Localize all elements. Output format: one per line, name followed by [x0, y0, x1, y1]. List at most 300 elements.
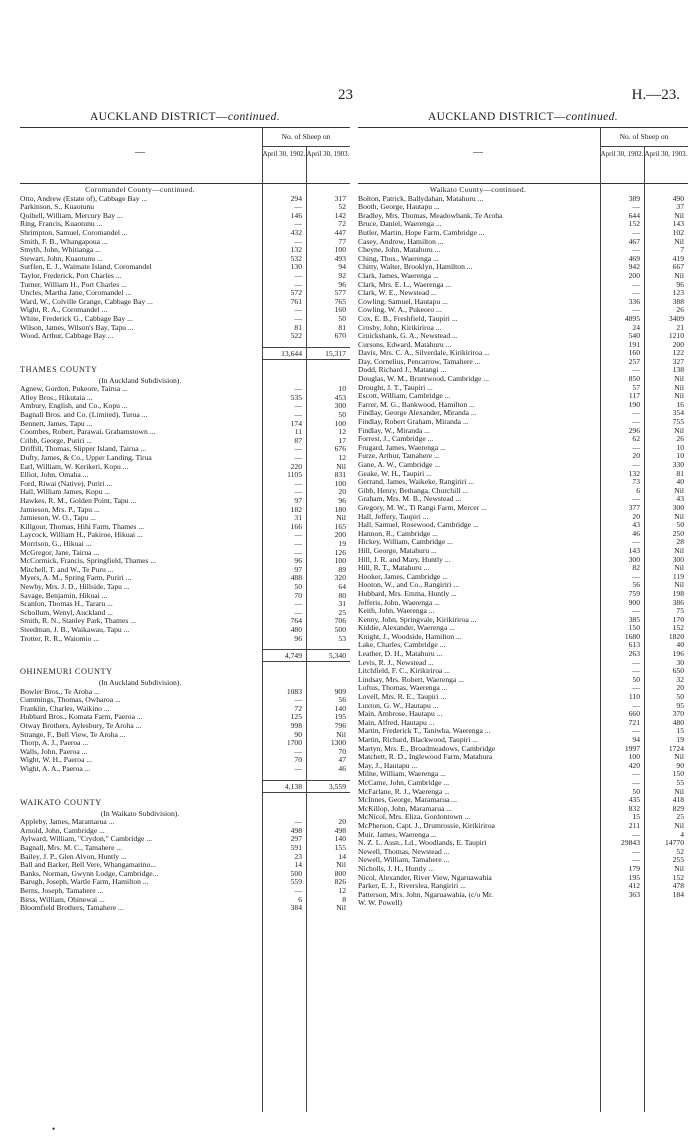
owner-name: McFarlane, R. J., Waerenga ...	[358, 787, 450, 796]
owner-name: Martin, Richard, Blackwood, Taupiri ...	[358, 736, 478, 744]
sheep-1902: 110	[628, 692, 640, 702]
district-title: AUCKLAND DISTRICT—continued.	[89, 111, 281, 123]
sheep-1902: 14	[294, 860, 302, 870]
sheep-1903: Nil	[674, 545, 684, 555]
sheep-1902: 6	[298, 894, 302, 904]
sheep-1903: 32	[676, 674, 684, 684]
sheep-1903: 8	[342, 894, 346, 904]
sheep-1902: 73	[632, 477, 640, 487]
sheep-1903: 26	[676, 305, 684, 315]
sheep-1903: 21	[676, 322, 684, 332]
sheep-1903: 52	[338, 202, 346, 212]
sheep-1902: 761	[290, 296, 302, 306]
owner-name: (In Waikato Subdivision).	[100, 809, 180, 818]
sheep-1903: Nil	[674, 236, 684, 246]
sheep-1902: 296	[628, 425, 640, 435]
sheep-1902: 96	[294, 556, 302, 566]
owner-name: McCormick, Francis, Springfield, Thames ...	[20, 557, 157, 566]
sheep-1902: 50	[294, 581, 302, 591]
sheep-1903: 96	[676, 279, 684, 289]
sheep-1903: 15	[676, 726, 684, 736]
sheep-1902: 152	[628, 219, 640, 229]
page-mark: •	[52, 1124, 56, 1134]
sheep-1902: 1680	[624, 631, 640, 641]
sheep-1902: 522	[290, 331, 302, 341]
sheep-1903: 1210	[668, 331, 684, 341]
sheep-1903: 12	[338, 427, 346, 437]
sheep-1902: 125	[290, 712, 302, 722]
owner-name: McKillop, John, Maramarua ...	[358, 804, 453, 813]
sheep-1903: 75	[676, 606, 684, 616]
owner-name: Wilson, James, Wilson's Bay, Tapu ...	[20, 323, 134, 332]
sheep-1903: 826	[334, 877, 346, 887]
owner-name: Otto, Andrew (Estate of), Cabbage Bay ...	[20, 194, 148, 203]
owner-name: Cheyne, John, Matahuru ...	[358, 246, 441, 255]
sheep-1902: 1105	[287, 470, 302, 480]
sheep-1902: 294	[290, 193, 302, 203]
owner-name: Loftus, Thomas, Waerenga ...	[358, 684, 448, 693]
sheep-1902: —	[294, 401, 302, 411]
owner-name: Hickey, William, Cambridge ...	[358, 538, 453, 547]
sheep-1902: 644	[628, 210, 640, 220]
sheep-1903: 96	[338, 279, 346, 289]
owner-name: Banks, Norman, Gwynn Lodge, Cambridge...	[20, 869, 159, 878]
sheep-1902: —	[632, 683, 640, 693]
sheep-1902: —	[632, 202, 640, 212]
sheep-1902: —	[632, 855, 640, 865]
table-row	[20, 904, 350, 913]
sheep-1903: 330	[672, 460, 684, 469]
document-code: H.—23.	[631, 87, 680, 103]
sheep-1902: —	[632, 606, 640, 616]
owner-name: Lindsay, Mrs. Robert, Waerenga ...	[358, 675, 464, 684]
owner-name: Newell, William, Tamahere ...	[358, 856, 450, 865]
sheep-1902: —	[294, 236, 302, 246]
sheep-1902: —	[632, 227, 640, 237]
sheep-1903: Nil	[674, 580, 684, 590]
sheep-1903: 419	[672, 253, 684, 263]
sheep-1903: 50	[676, 520, 684, 530]
sheep-1902: 384	[290, 903, 302, 913]
total-1902: 4,138	[284, 781, 302, 791]
sheep-1902: 336	[628, 296, 640, 306]
sheep-1903: 43	[676, 494, 684, 504]
sheep-1902: 82	[632, 563, 640, 573]
owner-name: Bloomfield Brothers, Tamahere ...	[20, 904, 124, 913]
sheep-1902: —	[294, 279, 302, 289]
owner-name: Strange, F., Bell View, Te Aroha ...	[20, 730, 126, 739]
owner-name: Newell, Thomas, Newstead ...	[358, 847, 450, 856]
owner-name: White, Frederick G., Cabbage Bay ...	[20, 314, 133, 323]
sheep-1903: 480	[672, 717, 684, 727]
sheep-1903: 765	[334, 296, 346, 306]
sheep-1902: —	[294, 885, 302, 895]
sheep-1902: 211	[628, 820, 640, 830]
sheep-1902: —	[294, 453, 302, 463]
sheep-1902: 90	[294, 729, 302, 739]
owner-name: Furze, Arthur, Tamahere ...	[358, 452, 440, 461]
sheep-1902: 532	[290, 253, 302, 263]
sheep-1903: 50	[676, 692, 684, 702]
sheep-1903: Nil	[674, 511, 684, 521]
owner-name: Frugard, James, Waerenga ...	[358, 443, 446, 452]
owner-name: Cowling, W. A., Pukeoro ...	[358, 306, 442, 315]
sheep-1903: 50	[338, 410, 346, 420]
sheep-1902: 179	[628, 863, 640, 873]
sheep-1902: 20	[632, 511, 640, 521]
name-column-header: —	[473, 147, 483, 158]
sheep-1903: 14770	[665, 838, 684, 848]
owner-name: Hubbard Bros., Komata Farm, Paeroa ...	[20, 713, 143, 722]
sheep-1903: Nil	[674, 786, 684, 796]
owner-name: Coombes, Robert, Parawai, Grahamstown ...	[20, 428, 156, 437]
sheep-1903: 500	[334, 624, 346, 634]
sheep-1902: 832	[628, 803, 640, 813]
owner-name: Alley Bros., Hikutaia ...	[20, 393, 93, 402]
owner-name: Bolton, Patrick, Ballydahan, Matahuru ...	[358, 194, 484, 203]
sheep-1903: 72	[338, 219, 346, 229]
sheep-1902: 412	[628, 881, 640, 891]
sheep-1902: 1997	[624, 743, 640, 753]
owner-name: Dufty, James, & Co., Upper Landing, Tirua	[20, 454, 152, 463]
sheep-1903: 155	[334, 843, 346, 852]
sheep-1903: 46	[338, 764, 346, 774]
sheep-1902: —	[294, 305, 302, 315]
sheep-1903: 89	[338, 564, 346, 574]
sheep-1903: 138	[672, 365, 684, 375]
owner-name: Butler, Martin, Hope Farm, Cambridge ...	[358, 228, 485, 237]
table-body	[358, 182, 688, 1112]
owner-name: Wight, R. A., Coromandel ...	[20, 306, 108, 315]
owner-name: Geake, W. H., Taupiri ...	[358, 469, 432, 478]
owner-name: Parkinson, S., Kuaotunu	[20, 203, 95, 212]
sheep-1903: 95	[676, 700, 684, 710]
sheep-1902: 377	[628, 502, 640, 512]
sheep-1902: 31	[294, 513, 302, 523]
owner-name: Steedman, J. B., Waikawau, Tapu ...	[20, 625, 130, 634]
sheep-1903: 56	[338, 695, 346, 705]
owner-name: Clark, W. E., Newstead ...	[358, 289, 437, 298]
sheep-1903: 28	[676, 537, 684, 547]
sheep-1902: 613	[628, 640, 640, 650]
sheep-1902: —	[294, 219, 302, 229]
owner-name: Wight, W. H., Paeroa ...	[20, 756, 93, 765]
sheep-1902: 500	[290, 868, 302, 878]
name-column-header: —	[135, 147, 145, 158]
sheep-1903: 667	[672, 262, 684, 272]
sheep-1902: 94	[632, 735, 640, 744]
owner-name: Farrer, M. G., Bankwood, Hamilton ...	[358, 400, 475, 409]
owner-name: Shrimpton, Samuel, Coromandel ...	[20, 228, 128, 237]
sheep-1902: 182	[290, 504, 302, 514]
county-heading	[20, 668, 350, 679]
owner-name: Coromandel County—continued.	[85, 186, 195, 194]
owner-name: Hannon, R., Cambridge ...	[358, 529, 438, 538]
sheep-1902: 11	[294, 427, 302, 437]
owner-name: Turner, William H., Port Charles ...	[20, 280, 127, 289]
sheep-1903: 800	[334, 868, 346, 878]
sheep-1902: —	[632, 460, 640, 469]
sheep-1902: —	[294, 764, 302, 774]
sheep-1903: 20	[676, 683, 684, 693]
owner-name: OHINEMURI COUNTY	[20, 668, 113, 677]
owner-name: Keith, John, Waerenga ...	[358, 607, 435, 616]
owner-name: Earl, William, W. Kerikeri, Kopu ...	[20, 462, 129, 471]
sheep-1903: 90	[676, 760, 684, 770]
sheep-1903: 706	[334, 616, 346, 626]
sheep-1903: 142	[334, 210, 346, 220]
owner-name: Uncles, Martha Jane, Coromandel ...	[20, 289, 132, 298]
owner-name: Gibb, Henry, Bethanga, Churchill ...	[358, 486, 469, 495]
sheep-1902: —	[294, 410, 302, 420]
sheep-1903: 102	[672, 227, 684, 237]
owner-name: Cruickshank, G. A., Newstead ...	[358, 332, 458, 341]
date-1903-header: April 30, 1903.	[306, 150, 350, 158]
sheep-1902: —	[632, 700, 640, 710]
owner-name: THAMES COUNTY	[20, 365, 98, 374]
sheep-1902: 87	[294, 435, 302, 445]
sheep-1902: —	[632, 494, 640, 504]
owner-name: Cribb, George, Puriri ...	[20, 436, 92, 445]
owner-name: Smyth, John, Whitianga ...	[20, 246, 101, 255]
owner-name: Hubbard, Mrs. Emma, Huntly ...	[358, 589, 457, 598]
sheep-1903: 25	[676, 812, 684, 822]
sheep-1903: 30	[676, 657, 684, 667]
sheep-1903: 4	[680, 829, 684, 839]
sheep-1903: 498	[334, 825, 346, 835]
sheep-1902: —	[632, 288, 640, 298]
sheep-1902: —	[632, 537, 640, 547]
sheep-1903: 81	[676, 468, 684, 478]
sheep-1902: —	[632, 245, 640, 255]
owner-name: Newby, Mrs. J. D., Hillside, Tapu ...	[20, 582, 130, 591]
sheep-1902: 467	[628, 236, 640, 246]
district-title: AUCKLAND DISTRICT—continued.	[427, 111, 619, 123]
sheep-1903: 16	[676, 399, 684, 409]
sheep-1903: 3409	[668, 313, 684, 323]
owner-name: Kenny, John, Springvale, Kirikiriroa ...	[358, 615, 477, 624]
sheep-1903: 20	[338, 817, 346, 827]
owner-name: Ambury, English, and Co., Kopu ...	[20, 402, 128, 411]
date-1903-header: April 30, 1903.	[644, 150, 688, 158]
owner-name: Cursons, Edward, Matahuru ...	[358, 340, 452, 349]
sheep-1903: 490	[672, 193, 684, 203]
sheep-1903: 478	[672, 881, 684, 891]
sheep-1902: 15	[632, 812, 640, 822]
owner-name: Wight, A. A., Paeroa ...	[20, 765, 91, 774]
sheep-1903: 81	[338, 322, 346, 332]
sheep-1903: 160	[334, 305, 346, 315]
total-row	[262, 347, 350, 360]
sheep-1902: 297	[290, 834, 302, 844]
owner-name: McInnes, George, Maramarua ...	[358, 796, 457, 805]
owner-name: Lovell, Mrs. R. E., Taupiri ...	[358, 693, 447, 702]
sheep-1902: 363	[628, 889, 640, 899]
owner-name: Hill, R. T., Matahuru ...	[358, 564, 430, 573]
sheep-1902: 660	[628, 709, 640, 719]
sheep-1902: —	[294, 599, 302, 609]
sheep-1902: 488	[290, 573, 302, 583]
owner-name: (In Auckland Subdivision).	[98, 679, 182, 688]
table-row	[20, 765, 350, 774]
owner-name: Martyn, Mrs. E., Broadmeadows, Cambridge	[358, 744, 496, 753]
owner-name: Hooker, James, Cambridge ...	[358, 572, 448, 581]
sheep-1902: 57	[632, 382, 640, 392]
owner-name: Smith, F. B., Whangapoua ...	[20, 237, 108, 246]
sheep-1903: 100	[334, 556, 346, 566]
owner-name: Main, Ambrose, Hautapu ...	[358, 710, 443, 719]
sheep-1903: 12	[338, 885, 346, 895]
sheep-1903: 300	[334, 401, 346, 411]
owner-name: Hall, William James, Kopu ...	[20, 488, 111, 497]
owner-name: Cummings, Thomas, Owharoa ...	[20, 696, 121, 705]
sheep-1903: Nil	[674, 563, 684, 573]
owner-name: Leather, D. H., Matahuru ...	[358, 650, 443, 659]
table-header	[20, 127, 350, 184]
owner-name: Nicholls, J. H., Huntly ...	[358, 864, 435, 873]
sheep-1902: 143	[628, 545, 640, 555]
sheep-1903: 10	[338, 384, 346, 394]
sheep-1903: 10	[676, 442, 684, 452]
sheep-1903: 170	[672, 614, 684, 624]
sheep-1902: 200	[628, 270, 640, 280]
sheep-1902: 4895	[624, 313, 640, 323]
sheep-1902: —	[632, 408, 640, 418]
date-1902-header: April 30, 1902.	[262, 150, 306, 158]
owner-name: Cox, E. B., Freshfield, Taupiri ...	[358, 314, 458, 323]
owner-name: Waikato County—continued.	[429, 186, 527, 194]
sheep-1902: —	[632, 666, 640, 676]
sheep-1903: 140	[334, 703, 346, 713]
owner-name: Clark, James, Waerenga ...	[358, 271, 439, 280]
sheep-1902: 420	[628, 760, 640, 770]
owner-name: Booth, George, Hautapu ...	[358, 203, 440, 212]
sheep-1902: 24	[632, 322, 640, 332]
owner-name: Hill, J. R. and Mary, Huntly ...	[358, 555, 451, 564]
owner-name: McGregor, Jane, Tairua ...	[20, 548, 100, 557]
sheep-1902: 81	[294, 322, 302, 332]
sheep-1903: 300	[672, 554, 684, 564]
sheep-1903: 670	[334, 331, 346, 341]
owner-name: Bagnall, Mrs. M. C., Tamahere ...	[20, 844, 123, 852]
sheep-1902: 1083	[286, 686, 302, 696]
owner-name: Elliot, John, Omaha ...	[20, 471, 89, 480]
owner-name: Taylor, Frederick, Port Charles ...	[20, 271, 122, 280]
sheep-1902: —	[294, 487, 302, 497]
owner-name: Escott, William, Cambridge ...	[358, 392, 451, 401]
owner-name: Barugh, Joseph, Wartle Farm, Hamilton ...	[20, 878, 149, 887]
sheep-1902: 435	[628, 795, 640, 805]
sheep-1902: —	[632, 777, 640, 787]
sheep-1902: 23	[294, 851, 302, 861]
owner-name: Hawkes, R. M., Golden Point, Tapu ...	[20, 497, 137, 505]
sheep-1902: 572	[290, 288, 302, 298]
owner-name: Forrest, J., Cambridge ...	[358, 435, 434, 444]
sheep-1903: Nil	[674, 382, 684, 392]
sheep-1902: —	[632, 442, 640, 452]
sheep-1903: Nil	[674, 391, 684, 401]
sheep-1902: —	[632, 846, 640, 856]
owner-name: Davis, Mrs. C. A., Silverdale, Kirikiriroa ...	[358, 349, 490, 358]
sheep-1902: —	[294, 746, 302, 756]
sheep-1902: 300	[628, 554, 640, 564]
sheep-1902: 498	[290, 825, 302, 835]
sheep-1902: 132	[290, 245, 302, 255]
sheep-1903: 17	[338, 435, 346, 445]
sheep-1903: 100	[334, 418, 346, 428]
owner-name: Savage, Benjamin, Hikuai ...	[20, 591, 108, 600]
owner-name: McCame, John, Cambridge ...	[358, 778, 450, 787]
owner-name: Stewart, John, Kuaotunu ...	[20, 254, 103, 263]
sheep-header: No. of Sheep on	[619, 132, 669, 141]
sheep-1902: 166	[290, 521, 302, 531]
sheep-1902: —	[294, 270, 302, 280]
sheep-1903: 152	[672, 623, 684, 633]
total-1902: 4,749	[284, 651, 302, 661]
sheep-1902: 469	[628, 253, 640, 263]
sheep-1902: 50	[632, 674, 640, 684]
sheep-1902: 942	[628, 262, 640, 272]
sheep-header: No. of Sheep on	[281, 132, 331, 141]
sheep-1902: —	[294, 444, 302, 454]
sheep-1903: 19	[676, 735, 684, 744]
owner-name: Main, Alfred, Hautapu ...	[358, 718, 435, 727]
sheep-1902: —	[294, 547, 302, 557]
sheep-1903: 418	[672, 795, 684, 805]
sheep-1903: 909	[334, 686, 346, 696]
sheep-1903: Nil	[674, 485, 684, 495]
total-row	[262, 649, 350, 662]
owner-name: Knight, J., Woodside, Hamilton ...	[358, 632, 462, 641]
owner-name: Agnew, Gordon, Pukeore, Tairua ...	[20, 385, 128, 394]
sheep-1903: 250	[672, 528, 684, 538]
sheep-1903: 676	[334, 444, 346, 454]
owner-name: Kiddie, Alexander, Waerenga ...	[358, 624, 455, 633]
sheep-1903: 165	[334, 521, 346, 531]
table-header	[358, 127, 688, 184]
sheep-1903: 12	[338, 453, 346, 463]
sheep-1902: —	[294, 478, 302, 488]
sheep-1902: 43	[632, 520, 640, 530]
owner-name: Martin, Frederick T., Taniwha, Waerenga ...	[358, 727, 491, 736]
sheep-1902: —	[294, 817, 302, 827]
sheep-1903: 577	[334, 288, 346, 298]
sheep-1903: 77	[338, 236, 346, 246]
table-row	[20, 635, 350, 644]
sheep-1902: 263	[628, 649, 640, 659]
owner-name: Jamieson, W. O., Tapu ...	[20, 514, 96, 523]
sheep-1903: 317	[334, 193, 346, 203]
owner-name: Ring, Francis, Kuaotunu ...	[20, 220, 103, 229]
sheep-1902: 117	[628, 391, 640, 401]
sheep-1903: 650	[672, 666, 684, 676]
sheep-1902: 46	[632, 528, 640, 538]
owner-name: Ball and Barker, Bell Vere, Whangamarino...	[20, 861, 157, 870]
owner-name: Dodd, Richard J., Matangi ...	[358, 366, 447, 375]
sheep-1902: —	[632, 829, 640, 839]
county-heading	[20, 799, 350, 810]
sheep-1902: —	[294, 607, 302, 617]
sheep-1903: 50	[338, 313, 346, 323]
county-heading	[20, 366, 350, 377]
owner-name: Aylward, William, "Crydon," Cambridge ...	[20, 835, 153, 844]
sheep-1902: 56	[632, 580, 640, 590]
owner-name: Litchfield, F. C., Kirikiriroa ...	[358, 667, 450, 676]
sheep-1903: 196	[672, 649, 684, 659]
owner-name: Nicol, Alexander, River View, Ngaruawahia	[358, 873, 492, 882]
sheep-1903: 92	[338, 270, 346, 280]
sheep-1902: —	[632, 769, 640, 779]
